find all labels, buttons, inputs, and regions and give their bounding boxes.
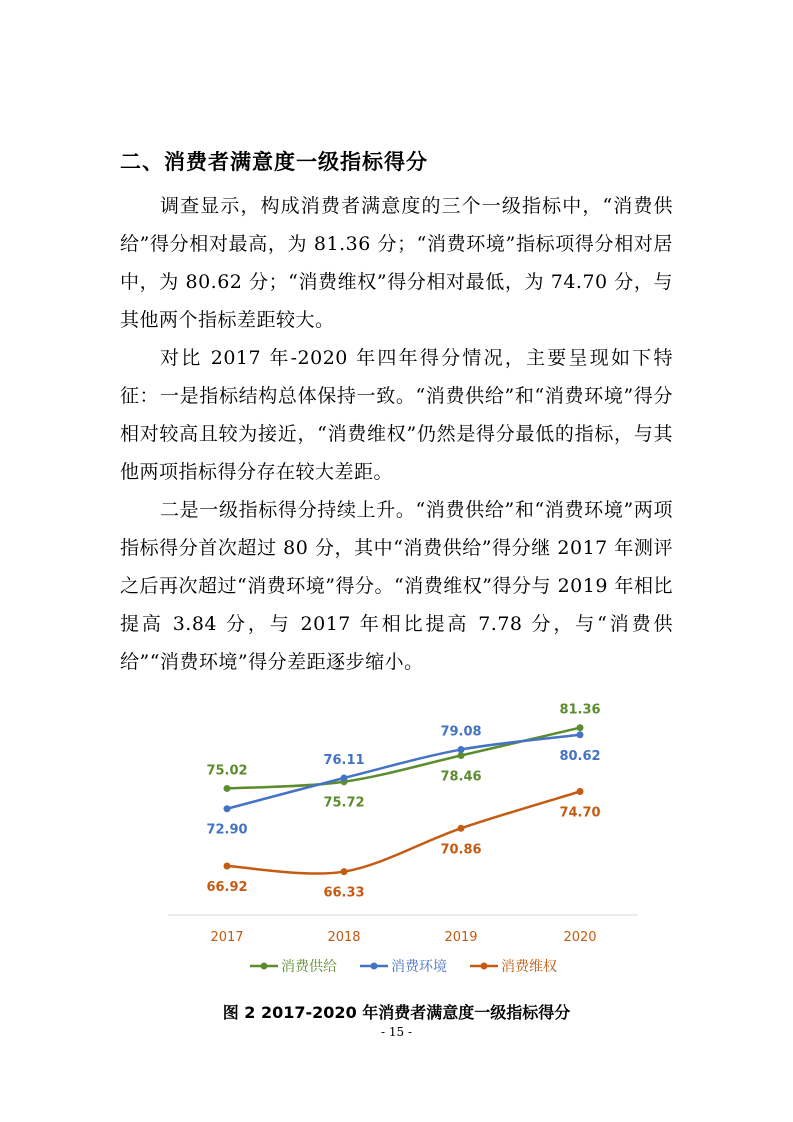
legend-marker-1: [261, 963, 268, 970]
paragraph-3: 一是指标结构总体保持一致。“消费供给”和“消费环境”得分相对较高且较为接近，“消费维权”仍然是得分最低的指标，与其他两项指标得分存在较大差距。: [120, 385, 673, 483]
data-point-1-1: [224, 785, 231, 792]
data-label-1-1: 75.02: [206, 763, 248, 779]
x-tick-label-3: 2019: [444, 930, 478, 945]
data-label-2-2: 76.11: [323, 752, 365, 768]
paragraph-1: 调查显示，构成消费者满意度的三个一级指标中，“消费供给”得分相对最高，为 81.36 分；“消费环境”指标项得分相对居中，为 80.62 分；“消费维权”得分相对最低，为 74.70 分，与其他两个指标差距较大。: [120, 195, 673, 331]
data-point-2-3: [458, 746, 465, 753]
legend-marker-3: [481, 963, 488, 970]
data-point-3-1: [224, 863, 231, 870]
paragraph-4: 二是一级指标得分持续上升。“消费供给”和“消费环境”两项指标得分首次超过 80 分，其中“消费供给”得分继 2017 年测评之后再次超过“消费环境”得分。“消费维权”得分与 2019 年相比提高 3.84 分，与 2017 年相比提高 7.78 分，与“消费供给”“消费环境”得分差距逐步缩小。: [120, 499, 673, 673]
series-line-1: [227, 728, 580, 789]
x-tick-label-1: 2017: [210, 930, 244, 945]
data-label-2-4: 80.62: [559, 748, 601, 764]
data-label-1-4: 81.36: [559, 702, 601, 718]
series-line-2: [227, 735, 580, 809]
data-point-2-2: [341, 774, 348, 781]
data-label-3-4: 74.70: [559, 805, 601, 821]
data-label-1-2: 75.72: [323, 795, 365, 811]
legend-label-2: 消费环境: [391, 959, 447, 975]
data-label-3-2: 66.33: [323, 885, 365, 901]
data-point-1-4: [577, 724, 584, 731]
data-point-3-4: [577, 788, 584, 795]
line-chart: [160, 700, 650, 990]
x-tick-label-2: 2018: [327, 930, 361, 945]
legend-marker-2: [371, 963, 378, 970]
legend-label-3: 消费维权: [501, 959, 557, 975]
data-point-3-3: [458, 825, 465, 832]
section-heading: 二、消费者满意度一级指标得分: [120, 150, 428, 174]
legend-label-1: 消费供给: [281, 959, 337, 975]
data-label-2-1: 72.90: [206, 822, 248, 838]
data-label-2-3: 79.08: [440, 724, 482, 740]
page-number: - 15 -: [380, 1025, 412, 1039]
data-label-3-1: 66.92: [206, 880, 248, 896]
data-label-1-3: 78.46: [440, 769, 482, 785]
data-point-2-4: [577, 731, 584, 738]
figure-caption: 图 2 2017-2020 年消费者满意度一级指标得分: [222, 1003, 571, 1022]
x-tick-label-4: 2020: [563, 930, 597, 945]
series-line-3: [227, 792, 580, 874]
data-label-3-3: 70.86: [440, 842, 482, 858]
data-point-2-1: [224, 805, 231, 812]
paragraph-2: 对比 2017 年-2020 年四年得分情况，主要呈现如下特征：: [120, 347, 673, 407]
data-point-3-2: [341, 868, 348, 875]
